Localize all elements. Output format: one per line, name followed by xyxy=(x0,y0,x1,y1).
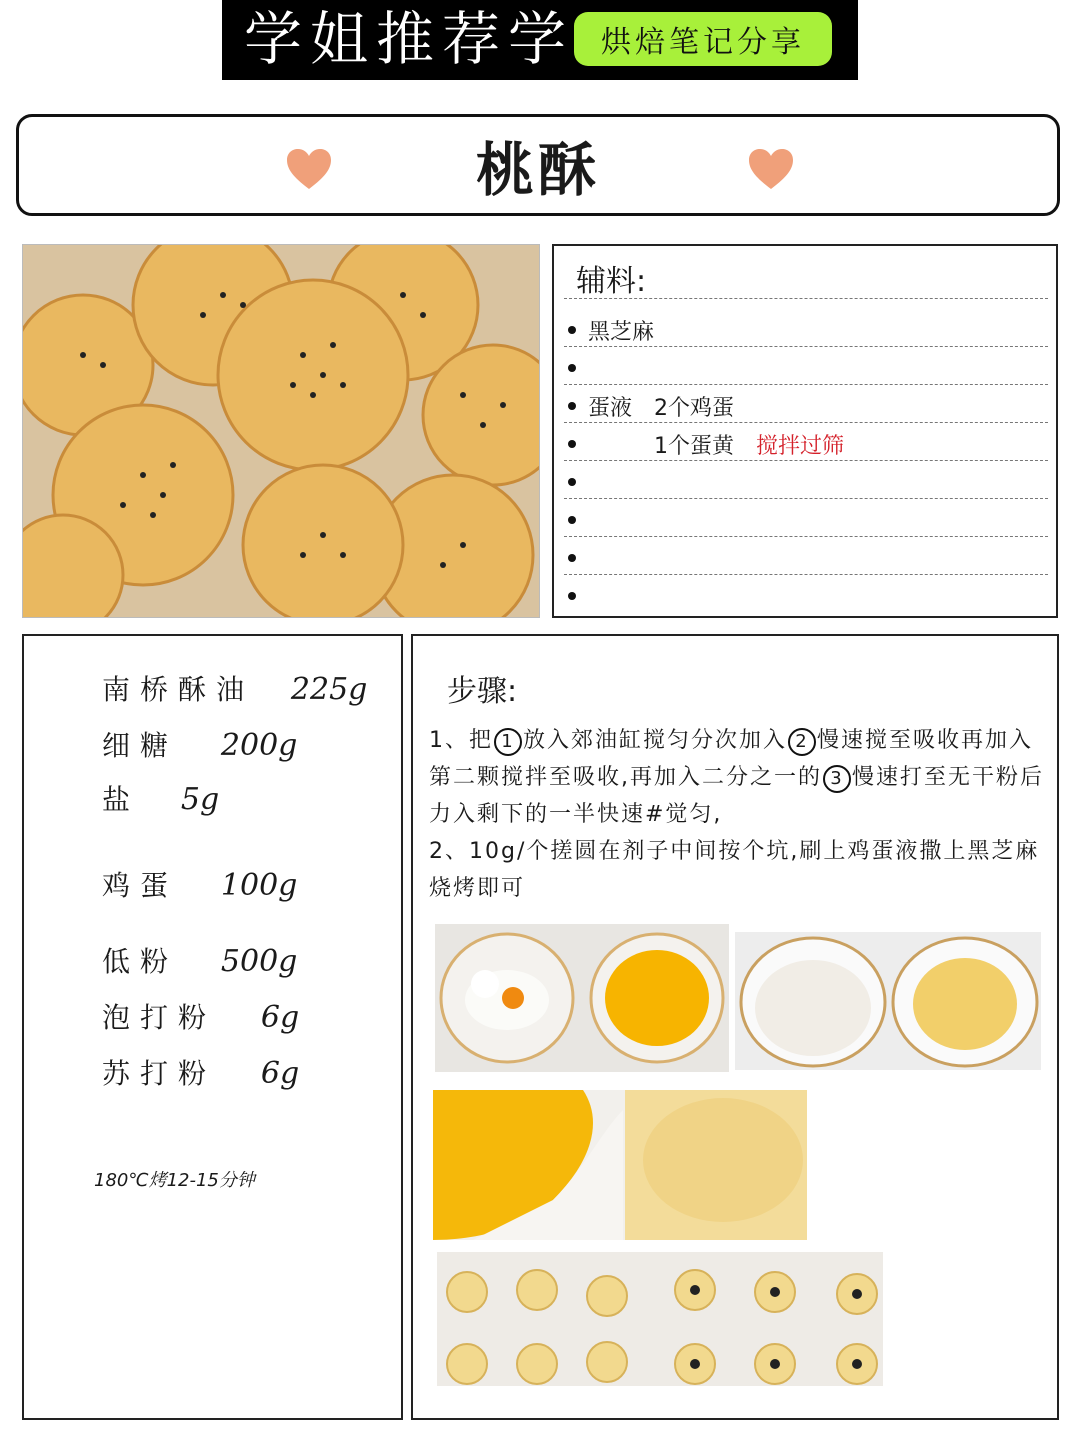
ruled-line xyxy=(564,422,1048,423)
step-photo-mixing xyxy=(433,1090,807,1240)
ingredient-qty: 200g xyxy=(220,728,298,763)
ingredient-name: 细糖 xyxy=(102,729,179,762)
ingredient-row xyxy=(102,940,297,980)
ruled-line xyxy=(564,460,1048,461)
list-item: 蛋液 2个鸡蛋 xyxy=(564,388,1044,424)
step-photo-shaping xyxy=(437,1252,883,1386)
step-1: 1、把 1 放入郊油缸搅匀分次加入 2 慢速搅至吸收再加入第二颗搅拌至吸收,再加入二分之一的 3 慢速打至无干粉后力入剩下的一半快速#觉匀, xyxy=(429,728,1045,827)
baking-note: 180℃烤12-15分钟 xyxy=(94,1170,255,1191)
ingredient-name: 盐 xyxy=(102,783,141,816)
steps-text xyxy=(429,722,1053,907)
auxiliary-panel xyxy=(552,244,1058,618)
recipe-title: 桃酥 xyxy=(475,136,600,204)
header-banner xyxy=(222,0,858,80)
cookie-photo xyxy=(22,244,540,618)
ingredient-qty: 225g xyxy=(290,672,368,707)
ingredient-row xyxy=(102,668,367,708)
ingredient-name: 鸡蛋 xyxy=(102,869,179,902)
ingredient-qty: 5g xyxy=(180,782,220,817)
step-photo-eggs xyxy=(435,924,729,1072)
auxiliary-heading: 辅料: xyxy=(576,264,647,299)
handwritten-note: 搅拌过筛 xyxy=(756,433,845,459)
list-item: 1个蛋黄 搅拌过筛 xyxy=(564,426,1044,462)
ingredient-row xyxy=(102,724,297,764)
ingredient-row xyxy=(102,778,219,818)
ingredient-name: 低粉 xyxy=(102,945,179,978)
list-item xyxy=(564,540,1044,576)
circle-number: 3 xyxy=(823,765,851,793)
ruled-line xyxy=(564,536,1048,537)
ruled-line xyxy=(564,346,1048,347)
step-2: 2、10g/个搓圆在剂子中间按个坑,刷上鸡蛋液撒上黑芝麻烧烤即可 xyxy=(429,839,1040,901)
ruled-line xyxy=(564,298,1048,299)
steps-panel xyxy=(411,634,1059,1420)
steps-heading: 步骤: xyxy=(447,674,518,709)
ingredients-panel xyxy=(22,634,403,1420)
list-item: 黑芝麻 xyxy=(564,312,1044,348)
step-photo-dough-bowls xyxy=(735,932,1041,1070)
ruled-line xyxy=(564,498,1048,499)
ingredient-qty: 100g xyxy=(220,868,298,903)
circle-number: 2 xyxy=(788,728,816,756)
banner-pill: 烘焙笔记分享 xyxy=(574,12,832,66)
ingredient-name: 泡打粉 xyxy=(102,1001,217,1034)
ruled-line xyxy=(564,574,1048,575)
banner-title: 学姐推荐学 xyxy=(244,5,575,73)
title-box xyxy=(16,114,1060,216)
ingredient-name: 苏打粉 xyxy=(102,1057,217,1090)
ingredient-qty: 6g xyxy=(260,1000,300,1035)
ingredient-qty: 6g xyxy=(260,1056,300,1091)
ruled-line xyxy=(564,384,1048,385)
ingredient-row xyxy=(102,864,297,904)
list-item xyxy=(564,578,1044,614)
ingredient-row xyxy=(102,996,299,1036)
list-item xyxy=(564,350,1044,386)
list-item xyxy=(564,502,1044,538)
list-item xyxy=(564,464,1044,500)
ingredient-name: 南桥酥油 xyxy=(102,673,255,706)
circle-number: 1 xyxy=(494,728,522,756)
heart-icon xyxy=(747,147,795,191)
ingredient-row xyxy=(102,1052,299,1092)
ingredient-qty: 500g xyxy=(220,944,298,979)
